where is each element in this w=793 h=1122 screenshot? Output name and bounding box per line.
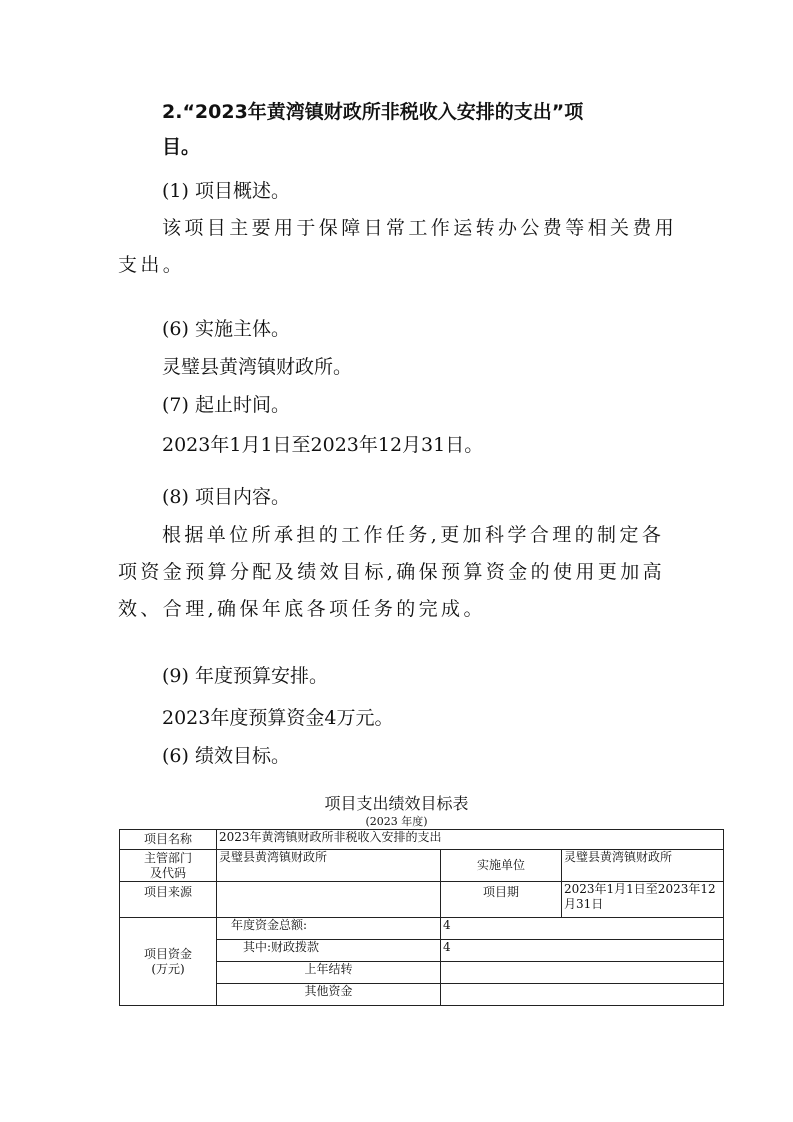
carryover-label: 上年结转 [217, 962, 441, 984]
total-funds-label: 年度资金总额: [217, 918, 441, 940]
table-subtitle: (2023 年度) [365, 815, 428, 828]
table-title: 项目支出绩效目标表 [324, 794, 469, 813]
period-text: 2023年1月1日至2023年12月31日。 [162, 434, 484, 456]
funds-label-line-1: 项目资金 [143, 946, 192, 961]
funds-label [120, 918, 217, 1006]
table-row [120, 830, 724, 850]
overview-title: (1) 项目概述。 [162, 180, 290, 202]
budget-title: (9) 年度预算安排。 [162, 665, 328, 687]
period-value: 2023年1月1日至2023年12月31日 [562, 882, 724, 918]
period-label: 项目期 [441, 882, 562, 918]
performance-table [119, 829, 724, 1006]
heading-line-2: 目。 [162, 136, 201, 158]
table-row [120, 918, 724, 940]
dept-value: 灵璧县黄湾镇财政所 [217, 850, 441, 882]
goal-title: (6) 绩效目标。 [162, 745, 290, 767]
other-funds-label: 其他资金 [217, 984, 441, 1006]
table-row [120, 850, 724, 882]
overview-text: 该项目主要用于保障日常工作运转办公费等相关费用支出。 [118, 217, 678, 276]
funds-label-line-2: (万元) [151, 961, 185, 976]
fiscal-funds-label: 其中:财政拨款 [217, 940, 441, 962]
total-funds-value: 4 [441, 918, 724, 940]
impl-unit-value: 灵璧县黄湾镇财政所 [562, 850, 724, 882]
project-name-value: 2023年黄湾镇财政所非税收入安排的支出 [217, 830, 724, 850]
project-name-label: 项目名称 [120, 830, 217, 850]
source-label: 项目来源 [120, 882, 217, 918]
budget-text: 2023年度预算资金4万元。 [162, 707, 394, 729]
dept-label-line-1: 主管部门 [143, 850, 192, 865]
source-value [217, 882, 441, 918]
heading-line-1: 2.“2023年黄湾镇财政所非税收入安排的支出”项 [162, 101, 584, 123]
content-text: 根据单位所承担的工作任务,更加科学合理的制定各项资金预算分配及绩效目标,确保预算资金的使用更加高效、合理,确保年底各项任务的完成。 [118, 524, 666, 620]
dept-label [120, 850, 217, 882]
entity-text: 灵璧县黄湾镇财政所。 [162, 356, 353, 378]
entity-title: (6) 实施主体。 [162, 318, 290, 340]
dept-label-line-2: 及代码 [149, 865, 186, 880]
table-row [120, 882, 724, 918]
fiscal-funds-value: 4 [441, 940, 724, 962]
other-funds-value [441, 984, 724, 1006]
content-title: (8) 项目内容。 [162, 486, 290, 508]
impl-unit-label: 实施单位 [441, 850, 562, 882]
carryover-value [441, 962, 724, 984]
period-title: (7) 起止时间。 [162, 394, 290, 416]
